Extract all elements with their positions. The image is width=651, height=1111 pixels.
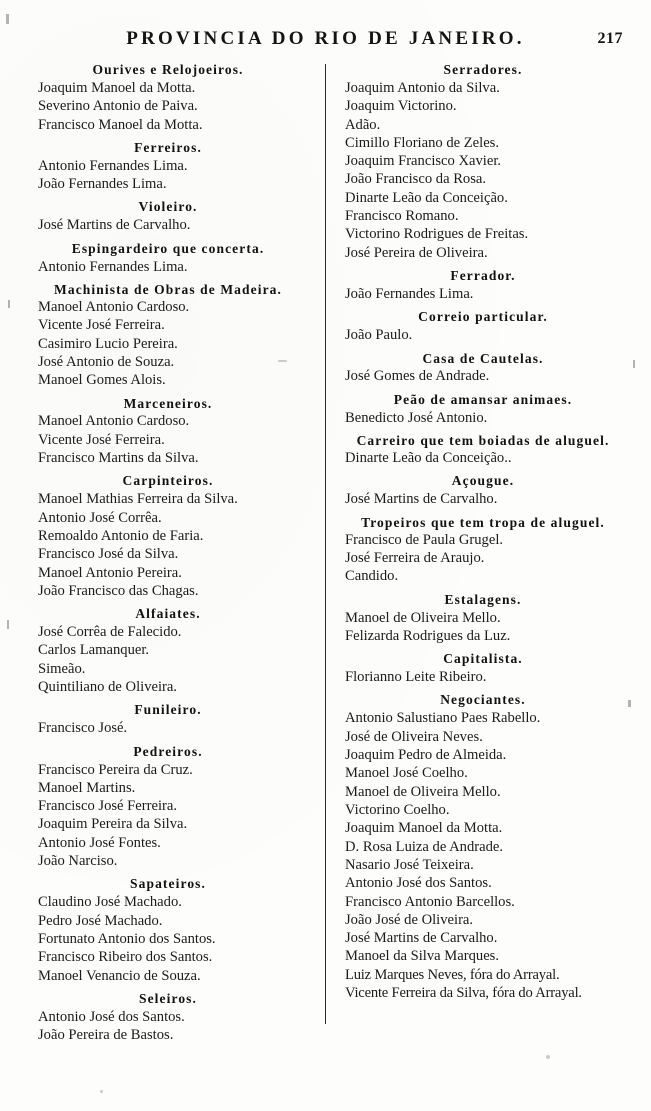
list-item: Francisco José. [38, 720, 128, 737]
page-header [0, 28, 651, 50]
section-heading: Marceneiros. [123, 395, 213, 411]
section-heading: Espingardeiro que concerta. [71, 240, 265, 256]
scan-artifact [633, 360, 635, 368]
list-item: Dinarte Leão da Conceição.. [344, 450, 512, 467]
list-item: João Francisco da Rosa. [344, 171, 487, 188]
list-item: José Pereira de Oliveira. [344, 244, 488, 261]
list-item: Candido. [344, 568, 399, 585]
list-item: Manoel Antonio Cardoso. [38, 298, 190, 315]
page-number: 217 [597, 30, 623, 47]
list-item: Carlos Lamanquer. [38, 642, 150, 659]
section-heading: Carpinteiros. [122, 473, 214, 489]
section-heading: Machinista de Obras de Madeira. [54, 281, 282, 297]
list-item: Dinarte Leão da Conceição. [344, 189, 508, 206]
list-item: Adão. [344, 116, 381, 133]
list-item: Antonio José dos Santos. [38, 1008, 185, 1025]
list-item: Francisco José Ferreira. [38, 798, 177, 815]
list-item: Simeão. [38, 660, 86, 677]
section-heading: Ourives e Relojoeiros. [92, 62, 244, 77]
list-item: João Fernandes Lima. [344, 285, 474, 302]
list-item: Antonio José Corrêa. [38, 509, 162, 526]
list-item: Joaquim Manoel da Motta. [38, 79, 196, 96]
list-item: Luiz Marques Neves, fóra do Arrayal. [344, 966, 560, 983]
list-item: D. Rosa Luiza de Andrade. [344, 838, 504, 855]
left-column [28, 62, 316, 1044]
list-item: João Paulo. [344, 327, 413, 344]
list-item: Manoel José Coelho. [344, 765, 468, 782]
list-item: Fortunato Antonio dos Santos. [38, 930, 216, 947]
list-item: Victorino Rodrigues de Freitas. [344, 226, 529, 243]
list-item: Joaquim Francisco Xavier. [344, 153, 502, 170]
list-item: Felizarda Rodrigues da Luz. [344, 627, 511, 644]
section-heading: Sapateiros. [130, 876, 206, 892]
list-item: Casimiro Lucio Pereira. [38, 335, 178, 352]
list-item: Antonio Salustiano Paes Rabello. [344, 710, 541, 727]
list-item: Joaquim Manoel da Motta. [344, 820, 503, 837]
list-item: João Francisco das Chagas. [38, 582, 199, 599]
list-item: Joaquim Antonio da Silva. [344, 79, 500, 96]
list-item: Manoel Antonio Pereira. [38, 564, 182, 581]
list-item: Manoel Gomes Alois. [38, 372, 166, 389]
section-heading: Casa de Cautelas. [422, 350, 544, 366]
section-heading: Seleiros. [138, 990, 198, 1006]
list-item: Nasario José Teixeira. [344, 856, 474, 873]
list-item: João Narciso. [38, 853, 118, 870]
list-item: Joaquim Pereira da Silva. [38, 816, 188, 833]
scan-artifact [628, 700, 631, 707]
list-item: Manoel Venancio de Souza. [38, 967, 201, 984]
section-heading: Ferreiros. [134, 139, 202, 155]
list-item: Joaquim Victorino. [344, 98, 457, 115]
two-column-body [28, 62, 623, 1044]
section-heading: Violeiro. [138, 199, 198, 215]
list-item: Francisco Pereira da Cruz. [38, 761, 193, 778]
section-heading: Tropeiros que tem tropa de aluguel. [361, 514, 605, 530]
list-item: José de Oliveira Neves. [344, 728, 483, 745]
scan-artifact [6, 14, 9, 24]
list-item: João Fernandes Lima. [38, 176, 167, 193]
list-item: João José de Oliveira. [344, 911, 474, 928]
scan-artifact [7, 620, 9, 629]
list-item: João Pereira de Bastos. [38, 1027, 174, 1044]
list-item: Benedicto José Antonio. [344, 409, 488, 426]
list-item: José Martins de Carvalho. [38, 217, 191, 234]
list-item: Joaquim Pedro de Almeida. [344, 747, 507, 764]
list-item: Quintiliano de Oliveira. [38, 679, 178, 696]
list-item: José Corrêa de Falecido. [38, 624, 182, 641]
section-heading: Correio particular. [418, 309, 548, 325]
scan-artifact [278, 360, 287, 362]
list-item: Antonio José Fontes. [38, 834, 161, 851]
list-item: Victorino Coelho. [344, 801, 450, 818]
list-item: Antonio Fernandes Lima. [38, 157, 188, 174]
section-heading: Negociantes. [440, 692, 526, 708]
section-heading: Carreiro que tem boiadas de aluguel. [356, 432, 610, 448]
list-item: Vicente José Ferreira. [38, 431, 165, 448]
section-heading: Capitalista. [443, 651, 523, 667]
list-item: Francisco Ribeiro dos Santos. [38, 949, 213, 966]
section-heading: Alfaiates. [135, 606, 201, 622]
list-item: Florianno Leite Ribeiro. [344, 669, 487, 686]
list-item: Antonio José dos Santos. [344, 875, 492, 892]
page-title: PROVINCIA DO RIO DE JANEIRO. [126, 28, 525, 49]
list-item: José Martins de Carvalho. [344, 930, 498, 947]
list-item: José Martins de Carvalho. [344, 491, 498, 508]
scan-artifact [8, 300, 10, 308]
list-item: Francisco José da Silva. [38, 546, 179, 563]
section-heading: Serradores. [443, 62, 523, 77]
list-item: Francisco de Paula Grugel. [344, 531, 504, 548]
list-item: Vicente Ferreira da Silva, fóra do Arrayal. [344, 985, 582, 1002]
list-item: Vicente José Ferreira. [38, 317, 165, 334]
list-item: Francisco Antonio Barcellos. [344, 893, 515, 910]
scan-artifact [100, 1090, 103, 1093]
scan-artifact [546, 1055, 550, 1059]
list-item: Remoaldo Antonio de Faria. [38, 527, 204, 544]
list-item: José Gomes de Andrade. [344, 368, 490, 385]
section-heading: Funileiro. [134, 702, 202, 718]
list-item: Severino Antonio de Paiva. [38, 98, 198, 115]
list-item: Manoel de Oliveira Mello. [344, 783, 501, 800]
list-item: Manoel da Silva Marques. [344, 948, 499, 965]
section-heading: Açougue. [451, 473, 515, 489]
list-item: Manoel de Oliveira Mello. [344, 609, 501, 626]
list-item: Francisco Manoel da Motta. [38, 116, 203, 133]
column-divider [325, 64, 326, 1024]
list-item: Francisco Martins da Silva. [38, 450, 199, 467]
list-item: Antonio Fernandes Lima. [38, 258, 188, 275]
section-heading: Peão de amansar animaes. [393, 391, 573, 407]
list-item: Manoel Mathias Ferreira da Silva. [38, 491, 238, 508]
section-heading: Estalagens. [444, 591, 522, 607]
right-column [335, 62, 623, 1002]
section-heading: Ferrador. [450, 268, 516, 284]
list-item: Claudino José Machado. [38, 894, 182, 911]
list-item: Francisco Romano. [344, 208, 459, 225]
list-item: José Ferreira de Araujo. [344, 550, 485, 567]
list-item: Manoel Martins. [38, 779, 136, 796]
list-item: Cimillo Floriano de Zeles. [344, 134, 500, 151]
list-item: José Antonio de Souza. [38, 353, 175, 370]
list-item: Pedro José Machado. [38, 912, 163, 929]
section-heading: Pedreiros. [133, 743, 203, 759]
list-item: Manoel Antonio Cardoso. [38, 413, 190, 430]
